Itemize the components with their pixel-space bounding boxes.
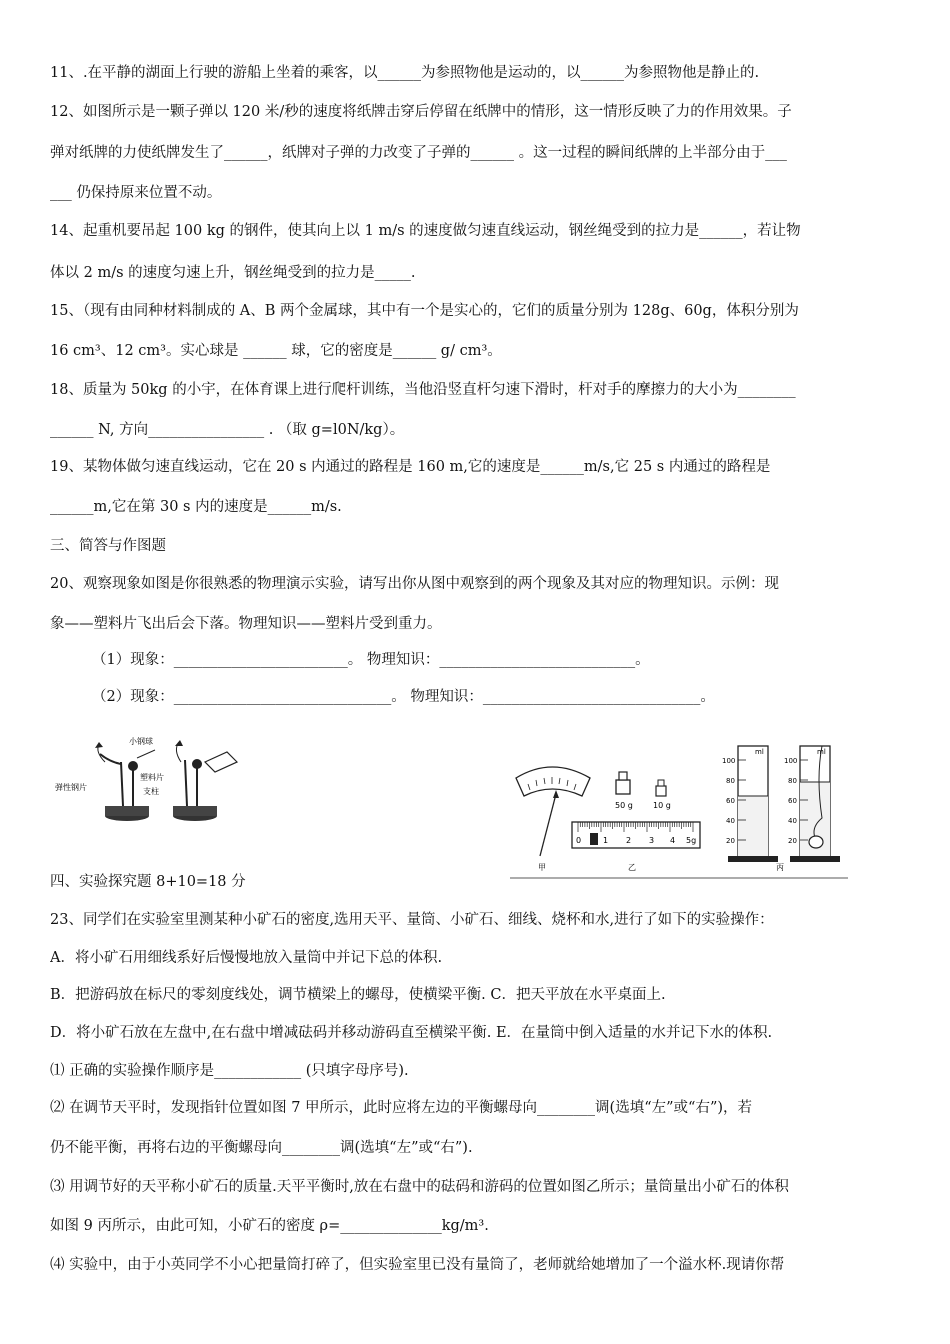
scale-l-100: 100 <box>722 757 736 765</box>
label-spring: 弹性钢片 <box>55 783 87 792</box>
q18-line-1: 18、质量为 50kg 的小宇，在体育课上进行爬杆训练，当他沿竖直杆匀速下滑时，杆对手的摩擦力的大小为________ <box>50 382 796 398</box>
scale-r-100: 100 <box>784 757 798 765</box>
section-4-heading: 四、实验探究题 8+10=18 分 <box>50 874 246 890</box>
q23-sub-3-b: 如图 9 丙所示，由此可知，小矿石的密度 ρ=______________kg/m³. <box>50 1218 489 1234</box>
inertia-demo-figure <box>55 732 255 824</box>
plastic-sheet <box>205 752 237 772</box>
q23-sub-2-b: 仍不能平衡，再将右边的平衡螺母向________调(选填“左”或“右”). <box>50 1140 473 1156</box>
q18-line-2: ______ N, 方向________________ . （取 g=l0N/kg）。 <box>50 422 405 438</box>
q23-sub-4: ⑷ 实验中，由于小英同学不小心把量筒打碎了，但实验室里已没有量筒了，老师就给她增加了一个溢水杯.现请你帮 <box>50 1257 785 1273</box>
ruler-label-3: 3 <box>649 836 655 845</box>
base-block-right <box>173 806 217 816</box>
steel-ball-left <box>128 761 138 771</box>
ruler-label-4: 4 <box>670 836 676 845</box>
label-plastic: 塑料片 <box>140 773 164 782</box>
label-yi: 乙 <box>628 863 636 872</box>
cylinder-left <box>728 746 778 862</box>
q15-line-1: 15、（现有由同种材料制成的 A、B 两个金属球，其中有一个是实心的，它们的质量分别为 128g、60g，体积分别为 <box>50 303 799 319</box>
base-block-left <box>105 806 149 816</box>
ore-stone <box>809 836 823 848</box>
label-post: 支柱 <box>143 787 159 796</box>
q23-step-de: D．将小矿石放在左盘中,在右盘中增减砝码并移动游码直至横梁平衡. E．在量筒中倒入适量的水并记下水的体积. <box>50 1025 773 1041</box>
arrow-icon <box>95 742 103 748</box>
scale-r-40: 40 <box>788 817 797 825</box>
q14-line-2: 体以 2 m/s 的速度匀速上升，钢丝绳受到的拉力是_____. <box>50 265 416 281</box>
arrow-icon <box>175 740 183 746</box>
label-jia: 甲 <box>538 863 546 872</box>
q20-line-1: 20、观察现象如图是你很熟悉的物理演示实验，请写出你从图中观察到的两个现象及其对应的物理知识。示例：现 <box>50 576 779 592</box>
spring-strip-left <box>100 754 121 764</box>
q20-item-1: （1）现象：________________________。 物理知识：___________________________。 <box>92 652 650 668</box>
q14-line-1: 14、起重机要吊起 100 kg 的钢件，使其向上以 1 m/s 的速度做匀速直线运动，钢丝绳受到的拉力是______，若让物 <box>50 223 801 239</box>
post-left <box>121 762 123 806</box>
ruler-label-2: 2 <box>626 836 632 845</box>
q19-line-1: 19、某物体做匀速直线运动，它在 20 s 内通过的路程是 160 m,它的速度是______m/s,它 25 s 内通过的路程是 <box>50 459 771 475</box>
q11-line: 11、.在平静的湖面上行驶的游船上坐着的乘客，以______为参照物他是运动的，以______为参照物他是静止的. <box>50 65 760 81</box>
q23-sub-3-a: ⑶ 用调节好的天平称小矿石的质量.天平平衡时,放在右盘中的砝码和游码的位置如图乙所示；量筒量出小矿石的体积 <box>50 1179 789 1195</box>
scale-r-80: 80 <box>788 777 797 785</box>
q23-sub-2-a: ⑵ 在调节天平时，发现指针位置如图 7 甲所示，此时应将左边的平衡螺母向________调(选填“左”或“右”)，若 <box>50 1100 753 1116</box>
scale-l-60: 60 <box>726 797 735 805</box>
label-bing: 丙 <box>776 863 784 872</box>
weight-10g <box>656 780 666 796</box>
scale-l-20: 20 <box>726 837 735 845</box>
ml-right: ml <box>817 748 826 756</box>
q12-line-2: 弹对纸牌的力使纸牌发生了______，纸牌对子弹的力改变了子弹的______ 。这一过程的瞬间纸牌的上半部分由于___ <box>50 145 787 161</box>
q19-line-2: ______m,它在第 30 s 内的速度是______m/s. <box>50 499 342 515</box>
ruler-label-1: 1 <box>603 836 609 845</box>
section-3-heading: 三、简答与作图题 <box>50 538 166 554</box>
label-ball: 小钢球 <box>129 737 153 746</box>
q23-sub-1: ⑴ 正确的实验操作顺序是____________ (只填字母序号). <box>50 1063 409 1079</box>
ml-left: ml <box>755 748 764 756</box>
q23-line-1: 23、同学们在实验室里测某种小矿石的密度,选用天平、量筒、小矿石、细线、烧杯和水,进行了如下的实验操作： <box>50 912 774 928</box>
scale-l-40: 40 <box>726 817 735 825</box>
q23-step-a: A．将小矿石用细线系好后慢慢地放入量筒中并记下总的体积. <box>50 950 443 966</box>
slider-ruler <box>572 822 700 848</box>
weight-50g <box>616 772 630 794</box>
label-50g: 50 g <box>615 801 633 810</box>
pointer-needle <box>540 794 556 856</box>
q15-line-2: 16 cm³、12 cm³。实心球是 ______ 球，它的密度是______ g/ cm³。 <box>50 343 502 359</box>
scale-l-80: 80 <box>726 777 735 785</box>
q20-item-2: （2）现象：______________________________。 物理知识：______________________________。 <box>92 689 715 705</box>
ruler-label-5: 5g <box>686 836 697 845</box>
label-10g: 10 g <box>653 801 671 810</box>
scale-r-60: 60 <box>788 797 797 805</box>
q20-line-2: 象——塑料片飞出后会下落。物理知识——塑料片受到重力。 <box>50 616 442 632</box>
post-right <box>185 760 187 806</box>
cylinder-right <box>790 746 840 862</box>
q23-step-bc: B．把游码放在标尺的零刻度线处，调节横梁上的螺母，使横梁平衡. C．把天平放在水平桌面上. <box>50 987 666 1003</box>
steel-ball-right <box>192 759 202 769</box>
q12-line-1: 12、如图所示是一颗子弹以 120 米/秒的速度将纸牌击穿后停留在纸牌中的情形，这一情形反映了力的作用效果。子 <box>50 104 792 120</box>
q12-line-3: ___ 仍保持原来位置不动。 <box>50 185 222 201</box>
scale-r-20: 20 <box>788 837 797 845</box>
ruler-label-0: 0 <box>576 836 582 845</box>
density-experiment-figure <box>510 738 850 880</box>
